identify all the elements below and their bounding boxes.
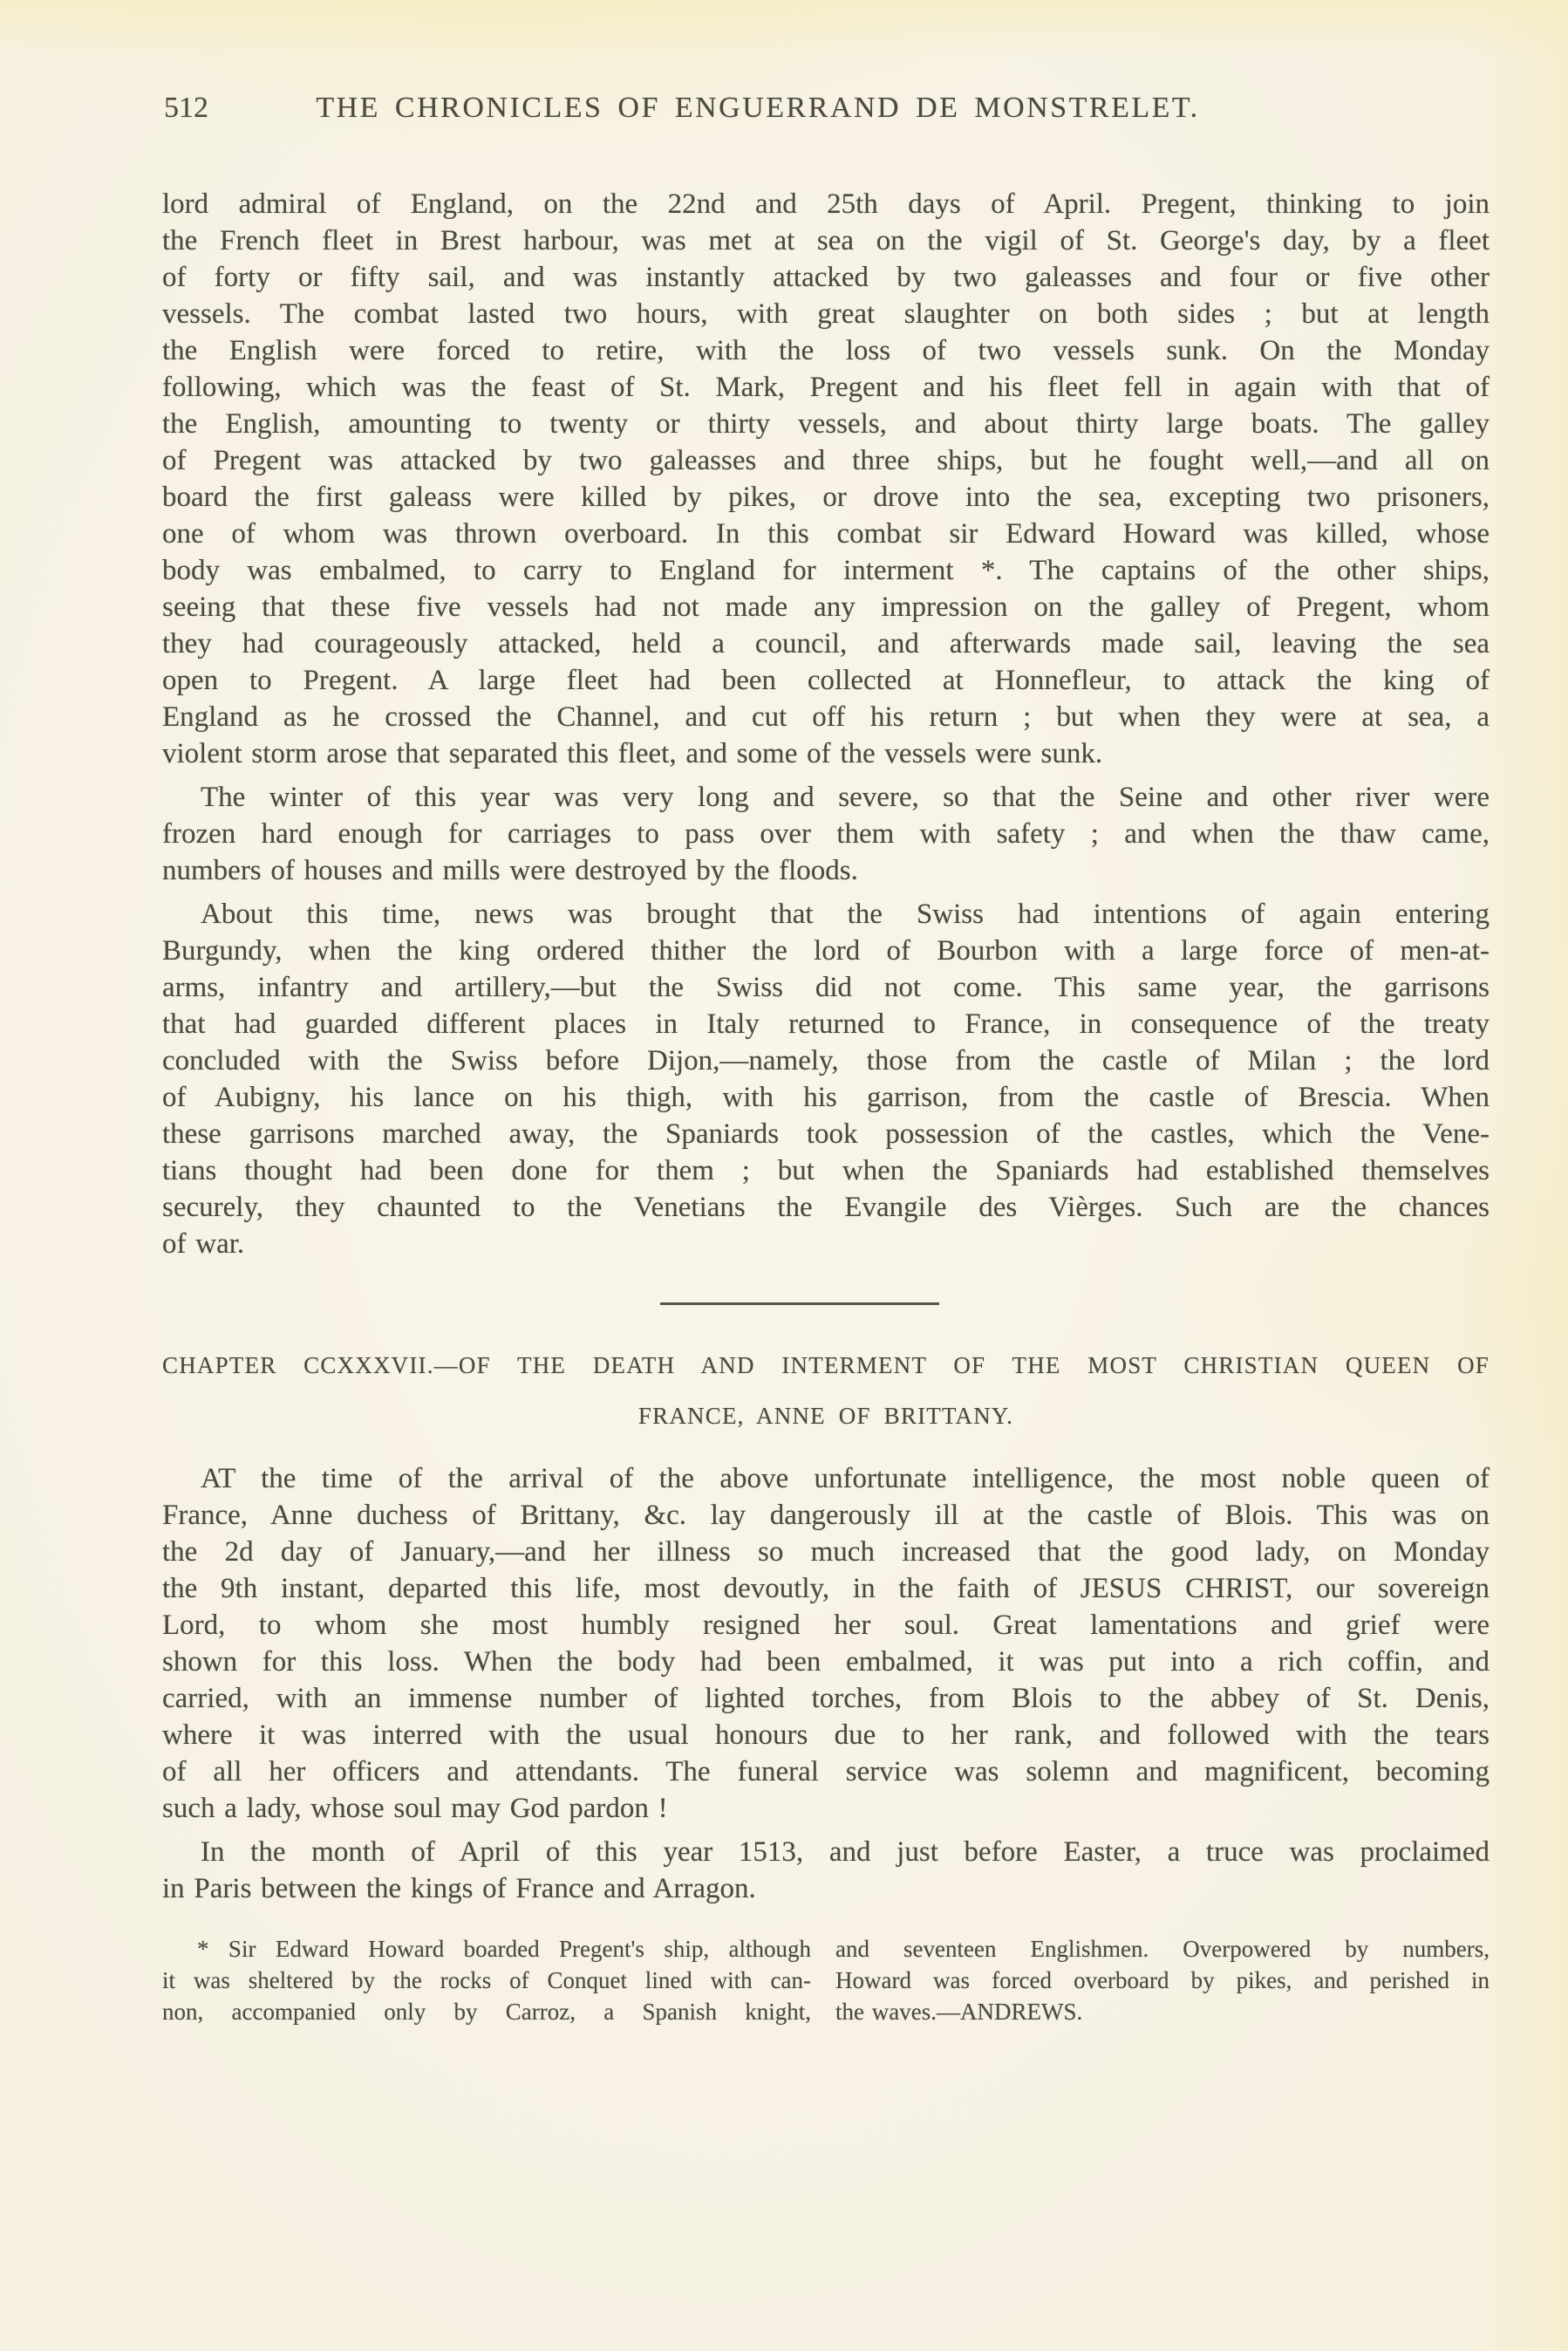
- section-divider-rule: [660, 1302, 939, 1305]
- chapter-body: [162, 1460, 1490, 1907]
- footnote-right-column: [835, 1933, 1490, 2027]
- text-line: the waves.—ANDREWS.: [835, 1999, 1083, 2026]
- chapter-heading-line1: CHAPTER CCXXXVII.—OF THE DEATH AND INTERMENT OF THE MOST CHRISTIAN QUEEN OF: [162, 1352, 1490, 1378]
- text-line: Howard was forced overboard by pikes, and perished in: [835, 1967, 1490, 1994]
- text-line: arms, infantry and artillery,—but the Swiss did not come. This same year, the garrisons: [162, 972, 1490, 1003]
- paragraph-swiss: [162, 896, 1490, 1262]
- text-line: lord admiral of England, on the 22nd and 25th days of April. Pregent, thinking to join: [162, 188, 1490, 220]
- text-line: The winter of this year was very long and severe, so that the Seine and other river were: [201, 782, 1490, 813]
- text-line: following, which was the feast of St. Mark, Pregent and his fleet fell in again with that of: [162, 372, 1490, 403]
- running-head: [162, 89, 1490, 127]
- text-line: vessels. The combat lasted two hours, with great slaughter on both sides ; but at length: [162, 298, 1490, 330]
- text-line: non, accompanied only by Carroz, a Spanish knight,: [162, 1999, 811, 2026]
- text-line: it was sheltered by the rocks of Conquet lined with can-: [162, 1967, 811, 1994]
- text-line: of all her officers and attendants. The funeral service was solemn and magnificent, becoming: [162, 1756, 1490, 1788]
- text-line: carried, with an immense number of lighted torches, from Blois to the abbey of St. Denis,: [162, 1683, 1490, 1715]
- text-line: shown for this loss. When the body had been embalmed, it was put into a rich coffin, and: [162, 1646, 1490, 1678]
- text-line: England as he crossed the Channel, and cut off his return ; but when they were at sea, a: [162, 701, 1490, 733]
- text-line: In the month of April of this year 1513, and just before Easter, a truce was proclaimed: [201, 1836, 1490, 1869]
- footnote-column-gap: [811, 1933, 835, 2027]
- text-line: the 9th instant, departed this life, most devoutly, in the faith of JESUS CHRIST, our sovereign: [162, 1573, 1490, 1605]
- text-line: seeing that these five vessels had not made any impression on the galley of Pregent, whom: [162, 591, 1490, 623]
- text-line: board the first galeass were killed by pikes, or drove into the sea, excepting two prisoners,: [162, 482, 1490, 513]
- text-line: one of whom was thrown overboard. In this combat sir Edward Howard was killed, whose: [162, 518, 1490, 550]
- paragraph-continuation: [162, 186, 1490, 772]
- text-line: where it was interred with the usual honours due to her rank, and followed with the tears: [162, 1719, 1490, 1752]
- text-line: AT the time of the arrival of the above unfortunate intelligence, the most noble queen of: [201, 1463, 1490, 1495]
- text-line: Lord, to whom she most humbly resigned her soul. Great lamentations and grief were: [162, 1609, 1490, 1642]
- text-line: of war.: [162, 1228, 245, 1260]
- chapter-heading-line2: FRANCE, ANNE OF BRITTANY.: [637, 1403, 1014, 1429]
- text-line: Burgundy, when the king ordered thither the lord of Bourbon with a large force of men-at-: [162, 935, 1490, 967]
- text-line: concluded with the Swiss before Dijon,—namely, those from the castle of Milan ; the lord: [162, 1045, 1490, 1076]
- text-block: [162, 186, 1490, 2027]
- text-line: the English, amounting to twenty or thirty vessels, and about thirty large boats. The galley: [162, 408, 1490, 440]
- text-line: they had courageously attacked, held a council, and afterwards made sail, leaving the sea: [162, 628, 1490, 660]
- text-line: in Paris between the kings of France and Arragon.: [162, 1873, 756, 1905]
- text-line: such a lady, whose soul may God pardon !: [162, 1793, 668, 1825]
- running-title: THE CHRONICLES OF ENGUERRAND DE MONSTRELET.: [316, 92, 1200, 124]
- text-line: these garrisons marched away, the Spaniards took possession of the castles, which the Vene-: [162, 1118, 1490, 1150]
- page-content: [162, 0, 1490, 2027]
- text-line: the French fleet in Brest harbour, was met at sea on the vigil of St. George's day, by a fleet: [162, 225, 1490, 256]
- text-line: of forty or fifty sail, and was instantly attacked by two galeasses and four or five other: [162, 262, 1490, 293]
- footnote-left-column: [162, 1933, 811, 2027]
- text-line: of Aubigny, his lance on his thigh, with his garrison, from the castle of Brescia. When: [162, 1082, 1490, 1113]
- text-line: numbers of houses and mills were destroyed by the floods.: [162, 855, 858, 886]
- text-line: the English were forced to retire, with the loss of two vessels sunk. On the Monday: [162, 335, 1490, 366]
- text-line: body was embalmed, to carry to England for interment *. The captains of the other ships,: [162, 555, 1490, 586]
- chapter-heading: [162, 1340, 1490, 1441]
- text-line: violent storm arose that separated this fleet, and some of the vessels were sunk.: [162, 738, 1103, 769]
- paragraph-queen-death: [162, 1460, 1490, 1827]
- footnote: [162, 1933, 1490, 2027]
- text-line: and seventeen Englishmen. Overpowered by numbers,: [835, 1936, 1490, 1963]
- text-line: France, Anne duchess of Brittany, &c. lay dangerously ill at the castle of Blois. This was on: [162, 1500, 1490, 1532]
- text-line: tians thought had been done for them ; but when the Spaniards had established themselves: [162, 1155, 1490, 1186]
- text-line: the 2d day of January,—and her illness so much increased that the good lady, on Monday: [162, 1536, 1490, 1568]
- paragraph-truce: [162, 1834, 1490, 1907]
- text-line: frozen hard enough for carriages to pass over them with safety ; and when the thaw came,: [162, 818, 1490, 850]
- text-line: * Sir Edward Howard boarded Pregent's ship, although: [197, 1936, 811, 1963]
- page-number: 512: [164, 92, 208, 124]
- text-line: securely, they chaunted to the Venetians the Evangile des Vièrges. Such are the chances: [162, 1192, 1490, 1223]
- paragraph-winter: [162, 779, 1490, 889]
- text-line: of Pregent was attacked by two galeasses and three ships, but he fought well,—and all on: [162, 445, 1490, 476]
- text-line: About this time, news was brought that the Swiss had intentions of again entering: [201, 899, 1490, 930]
- text-line: open to Pregent. A large fleet had been collected at Honnefleur, to attack the king of: [162, 665, 1490, 696]
- text-line: that had guarded different places in Italy returned to France, in consequence of the treaty: [162, 1008, 1490, 1040]
